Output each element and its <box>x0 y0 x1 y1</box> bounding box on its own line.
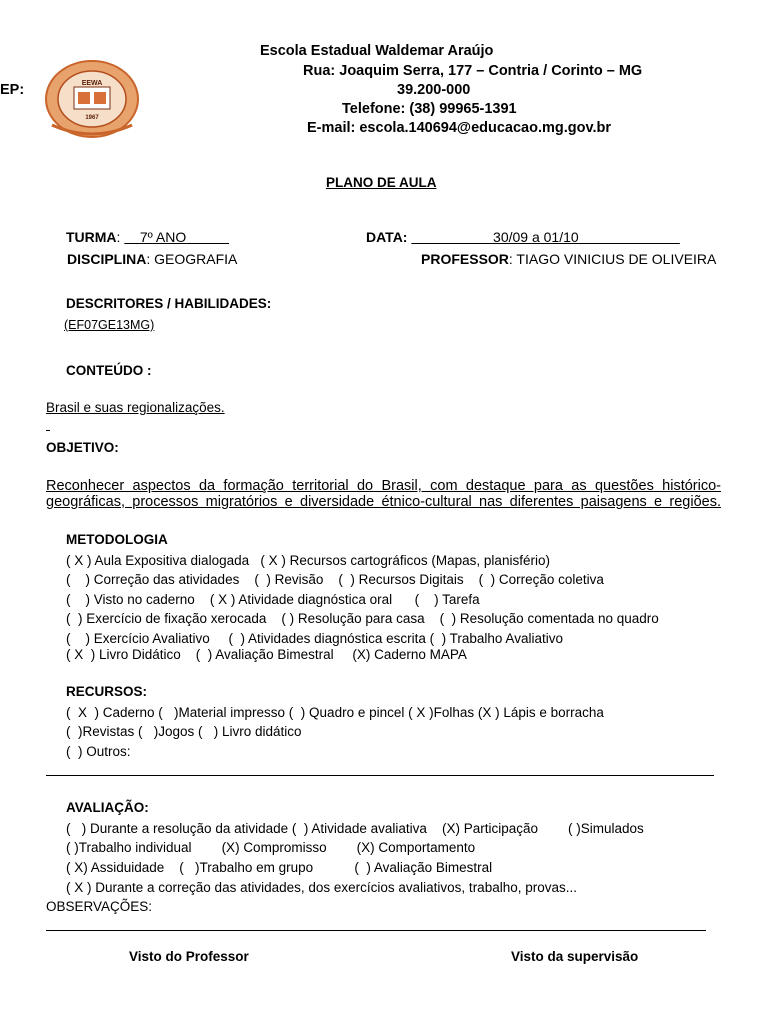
objetivo-label: OBJETIVO: <box>46 440 119 455</box>
avaliacao-line: ( ) Durante a resolução da atividade ( ) Atividade avaliativa (X) Participação ( )Simulados <box>66 821 644 836</box>
descritores-label: DESCRITORES / HABILIDADES: <box>66 296 272 311</box>
data-field <box>366 229 680 245</box>
stray-mark <box>46 430 50 431</box>
outros-line <box>46 775 714 776</box>
metodologia-line: ( ) Correção das atividades ( ) Revisão ( ) Recursos Digitais ( ) Correção coletiva <box>66 572 604 587</box>
professor-value: : TIAGO VINICIUS DE OLIVEIRA <box>508 251 717 267</box>
school-logo <box>44 59 140 139</box>
turma-value: 7º ANO <box>139 229 187 245</box>
metodologia-line: ( ) Exercício Avaliativo ( ) Atividades diagnóstica escrita ( ) Trabalho Avaliativo <box>66 631 563 646</box>
school-name: Escola Estadual Waldemar Araújo <box>260 43 494 59</box>
professor-label: PROFESSOR <box>421 251 509 267</box>
avaliacao-line: ( X ) Durante a correção das atividades, dos exercícios avaliativos, trabalho, provas... <box>66 880 577 895</box>
turma-field: TURMA: 7º ANO <box>66 229 229 245</box>
school-email: E-mail: escola.140694@educacao.mg.gov.br <box>307 120 611 136</box>
metodologia-label: METODOLOGIA <box>66 532 168 547</box>
visto-supervisao: Visto da supervisão <box>511 949 639 964</box>
conteudo-label: CONTEÚDO : <box>66 363 152 378</box>
avaliacao-label: AVALIAÇÃO: <box>66 800 149 815</box>
objetivo-text: Reconhecer aspectos da formação territorial do Brasil, com destaque para as questões histórico-geográficas, processos migratórios e diversidade étnico-cultural nas diferentes paisagens e regiões. <box>46 478 721 510</box>
logo-year: 1967 <box>85 115 99 121</box>
logo-text: EEWA <box>81 80 103 87</box>
disciplina-value: : GEOGRAFIA <box>146 251 238 267</box>
cep-label: EP: <box>0 82 25 98</box>
observacoes-line <box>46 930 706 931</box>
page-title: PLANO DE AULA <box>326 175 437 190</box>
recursos-line: ( X ) Caderno ( )Material impresso ( ) Quadro e pincel ( X )Folhas (X ) Lápis e borracha <box>66 705 604 720</box>
professor-field <box>421 251 716 267</box>
metodologia-line: ( X ) Livro Didático ( ) Avaliação Bimestral (X) Caderno MAPA <box>66 647 467 662</box>
disciplina-field <box>67 251 237 267</box>
school-address: Rua: Joaquim Serra, 177 – Contria / Corinto – MG <box>303 63 643 79</box>
data-value: 30/09 a 01/10 <box>493 229 579 245</box>
data-label: DATA: <box>366 229 408 245</box>
disciplina-label: DISCIPLINA <box>67 251 147 267</box>
conteudo-value: Brasil e suas regionalizações. <box>46 400 225 415</box>
recursos-label: RECURSOS: <box>66 684 148 699</box>
avaliacao-line: ( )Trabalho individual (X) Compromisso (X) Comportamento <box>66 840 476 855</box>
visto-professor: Visto do Professor <box>129 949 249 964</box>
avaliacao-line: ( X) Assiduidade ( )Trabalho em grupo ( ) Avaliação Bimestral <box>66 860 493 875</box>
school-phone: Telefone: (38) 99965-1391 <box>342 101 517 117</box>
recursos-line: ( ) Outros: <box>66 744 131 759</box>
recursos-line: ( )Revistas ( )Jogos ( ) Livro didático <box>66 724 302 739</box>
metodologia-line: ( ) Exercício de fixação xerocada ( ) Resolução para casa ( ) Resolução comentada no quadro <box>66 611 659 626</box>
school-cep: 39.200-000 <box>397 82 471 98</box>
metodologia-line: ( ) Visto no caderno ( X ) Atividade diagnóstica oral ( ) Tarefa <box>66 592 480 607</box>
observacoes-label: OBSERVAÇÕES: <box>46 899 153 914</box>
metodologia-line: ( X ) Aula Expositiva dialogada ( X ) Recursos cartográficos (Mapas, planisfério) <box>66 553 550 568</box>
turma-label: TURMA <box>66 229 117 245</box>
descritores-value: (EF07GE13MG) <box>64 318 155 332</box>
